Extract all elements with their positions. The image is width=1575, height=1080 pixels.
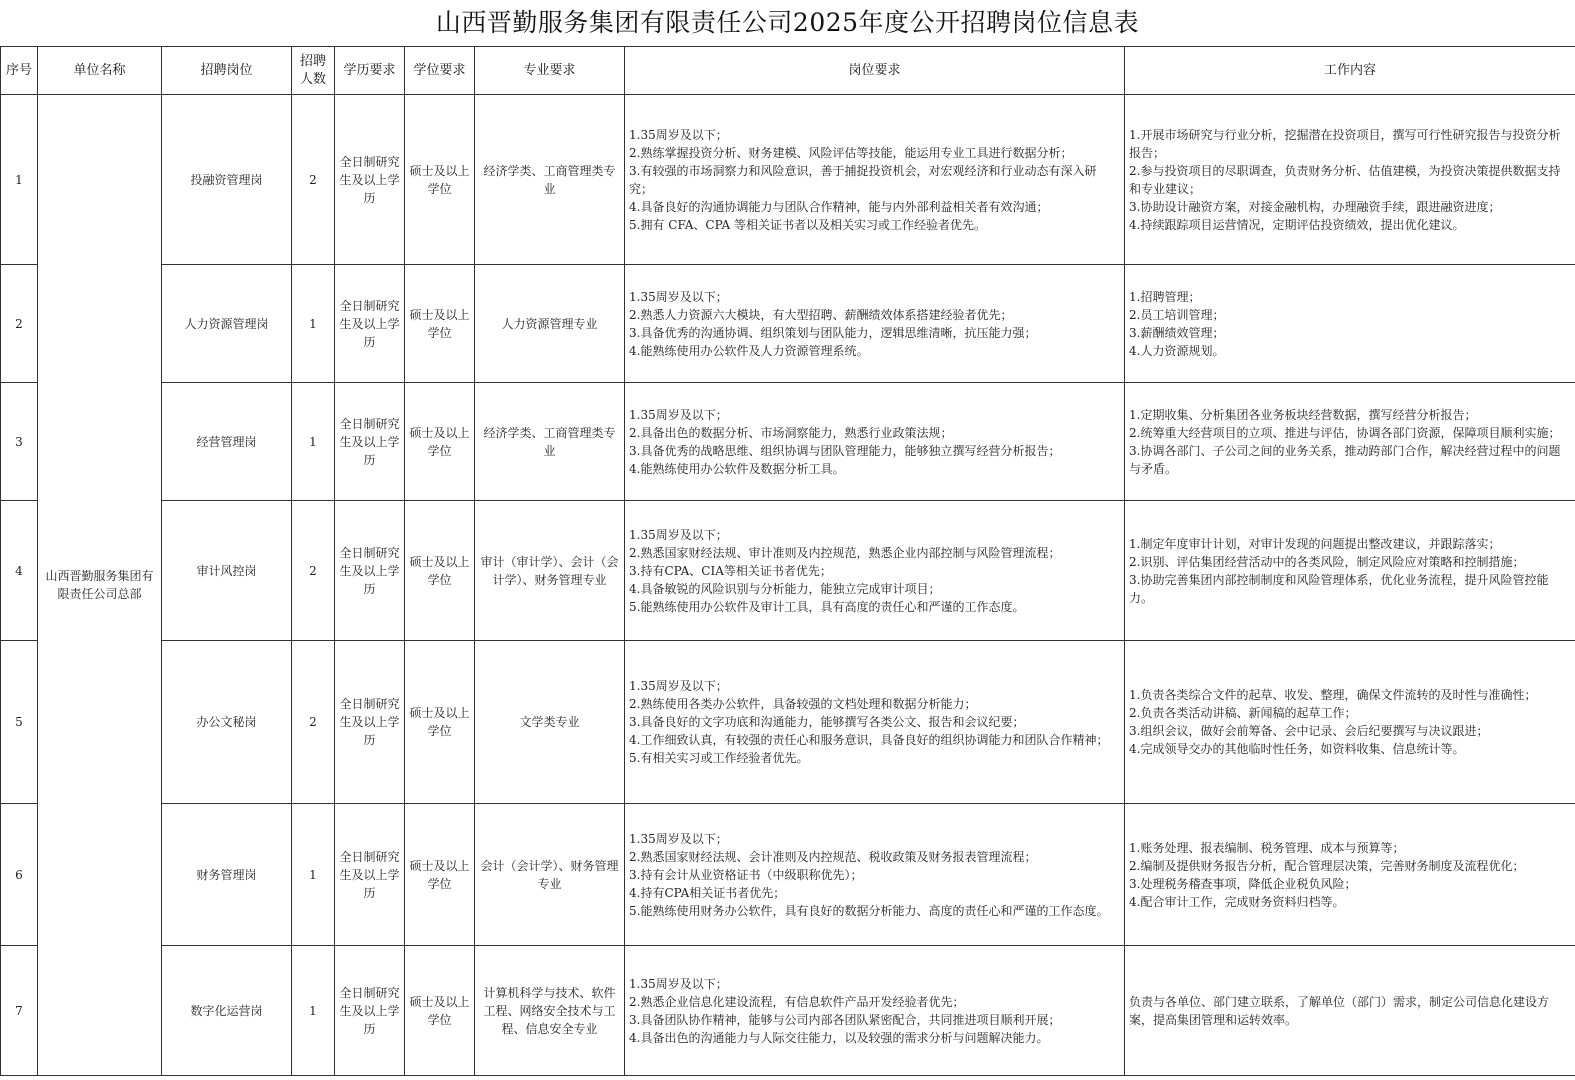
cell-duties-list: [1129, 126, 1571, 234]
list-item: 3.持有会计从业资格证书（中级职称优先）；: [629, 867, 863, 882]
list-item: 4.持续跟踪项目运营情况，定期评估投资绩效，提出优化建议。: [1129, 217, 1465, 232]
list-item: 3.具备团队协作精神，能够与公司内部各团队紧密配合，共同推进项目顺利开展；: [629, 1012, 1061, 1027]
list-item: 5.能熟练使用财务办公软件，具有良好的数据分析能力、高度的责任心和严谨的工作态度。: [629, 903, 1109, 918]
cell-count: 1: [292, 265, 335, 383]
table-row: [1, 804, 1575, 946]
cell-requirements-list: [629, 526, 1120, 616]
cell-duties: [1125, 265, 1575, 383]
cell-count: 1: [292, 383, 335, 501]
cell-duties: [1125, 804, 1575, 946]
cell-duties-list: [1129, 686, 1571, 758]
list-item: 4.能熟练使用办公软件及人力资源管理系统。: [629, 343, 869, 358]
cell-position: 人力资源管理岗: [162, 265, 292, 383]
header-row: [1, 47, 1575, 95]
cell-seq: 3: [1, 383, 38, 501]
list-item: 4.人力资源规划。: [1129, 343, 1225, 358]
list-item: 3.协调各部门、子公司之间的业务关系，推动跨部门合作，解决经营过程中的问题与矛盾。: [1129, 443, 1561, 476]
table-row: [1, 641, 1575, 804]
list-item: 2.参与投资项目的尽职调查，负责财务分析、估值建模，为投资决策提供数据支持和专业建议；: [1129, 163, 1561, 196]
list-item: 2.统筹重大经营项目的立项、推进与评估，协调各部门资源，保障项目顺利实施；: [1129, 425, 1561, 440]
cell-position: 财务管理岗: [162, 804, 292, 946]
recruitment-table: [0, 46, 1575, 1076]
list-item: 5.能熟练使用办公软件及审计工具，具有高度的责任心和严谨的工作态度。: [629, 599, 1025, 614]
list-item: 2.员工培训管理；: [1129, 307, 1225, 322]
cell-degree: 硕士及以上学位: [405, 501, 475, 641]
cell-position: 数字化运营岗: [162, 946, 292, 1076]
list-item: 3.具备良好的文字功底和沟通能力，能够撰写各类公文、报告和会议纪要；: [629, 715, 1025, 729]
list-item: 2.熟练掌握投资分析、财务建模、风险评估等技能，能运用专业工具进行数据分析；: [629, 145, 1073, 160]
cell-duties-list: [1129, 406, 1571, 478]
list-item: 3.协助设计融资方案，对接金融机构，办理融资手续，跟进融资进度；: [1129, 199, 1501, 214]
cell-duties: [1125, 641, 1575, 804]
list-item: 1.35周岁及以下；: [629, 831, 728, 846]
cell-major: 计算机科学与技术、软件工程、网络安全技术与工程、信息安全专业: [475, 946, 625, 1076]
cell-requirements-list: [629, 126, 1120, 234]
list-item: 4.持有CPA相关证书者优先；: [629, 885, 786, 900]
cell-requirements: [625, 383, 1125, 501]
cell-requirements-list: [629, 975, 1120, 1047]
cell-duties-list: [1129, 839, 1571, 911]
list-item: 2.负责各类活动讲稿、新闻稿的起草工作；: [1129, 706, 1357, 720]
cell-major: 审计（审计学）、会计（会计学）、财务管理专业: [475, 501, 625, 641]
cell-count: 1: [292, 804, 335, 946]
cell-seq: 7: [1, 946, 38, 1076]
list-item: 4.具备出色的沟通能力与人际交往能力，以及较强的需求分析与问题解决能力。: [629, 1030, 1049, 1045]
cell-major: 人力资源管理专业: [475, 265, 625, 383]
list-item: 2.编制及提供财务报告分析，配合管理层决策，完善财务制度及流程优化；: [1129, 858, 1525, 873]
list-item: 5.拥有 CFA、CPA 等相关证书者以及相关实习或工作经验者优先。: [629, 217, 987, 232]
list-item: 3.协助完善集团内部控制制度和风险管理体系，优化业务流程，提升风险管控能力。: [1129, 572, 1549, 605]
cell-seq: 6: [1, 804, 38, 946]
cell-duties-list: [1129, 993, 1571, 1029]
list-item: 1.35周岁及以下；: [629, 976, 728, 991]
cell-education: 全日制研究生及以上学历: [335, 804, 405, 946]
cell-major: 文学类专业: [475, 641, 625, 804]
cell-major: 经济学类、工商管理类专业: [475, 95, 625, 265]
cell-degree: 硕士及以上学位: [405, 95, 475, 265]
list-item: 2.识别、评估集团经营活动中的各类风险，制定风险应对策略和控制措施；: [1129, 554, 1525, 569]
header-unit: 单位名称: [38, 47, 162, 95]
list-item: 1.招聘管理；: [1129, 289, 1201, 304]
list-item: 2.熟悉国家财经法规、会计准则及内控规范、税收政策及财务报表管理流程；: [629, 849, 1037, 864]
cell-duties-list: [1129, 535, 1571, 607]
table-row: [1, 265, 1575, 383]
table-row: [1, 95, 1575, 265]
cell-degree: 硕士及以上学位: [405, 946, 475, 1076]
cell-position: 办公文秘岗: [162, 641, 292, 804]
cell-count: 2: [292, 641, 335, 804]
cell-requirements: [625, 946, 1125, 1076]
cell-requirements: [625, 641, 1125, 804]
cell-education: 全日制研究生及以上学历: [335, 265, 405, 383]
cell-requirements-list: [629, 288, 1120, 360]
table-body: [1, 95, 1575, 1076]
cell-unit-name: 山西晋勤服务集团有限责任公司总部: [38, 95, 162, 1076]
list-item: 3.组织会议，做好会前筹备、会中记录、会后纪要撰写与决议跟进；: [1129, 724, 1489, 738]
list-item: 1.35周岁及以下；: [629, 407, 728, 422]
header-education: 学历要求: [335, 47, 405, 95]
list-item: 3.具备优秀的战略思维、组织协调与团队管理能力，能够独立撰写经营分析报告；: [629, 443, 1061, 458]
table-row: [1, 383, 1575, 501]
cell-degree: 硕士及以上学位: [405, 804, 475, 946]
list-item: 4.配合审计工作，完成财务资料归档等。: [1129, 894, 1345, 909]
list-item: 1.35周岁及以下；: [629, 679, 728, 693]
cell-education: 全日制研究生及以上学历: [335, 501, 405, 641]
cell-duties: [1125, 946, 1575, 1076]
list-item: 3.薪酬绩效管理；: [1129, 325, 1225, 340]
cell-position: 投融资管理岗: [162, 95, 292, 265]
list-item: 负责与各单位、部门建立联系，了解单位（部门）需求，制定公司信息化建设方案，提高集团管理和运转效率。: [1129, 994, 1550, 1027]
cell-duties: [1125, 95, 1575, 265]
list-item: 1.35周岁及以下；: [629, 289, 728, 304]
header-major: 专业要求: [475, 47, 625, 95]
list-item: 4.完成领导交办的其他临时性任务，如资料收集、信息统计等。: [1129, 742, 1465, 756]
list-item: 4.工作细致认真，有较强的责任心和服务意识，具备良好的组织协调能力和团队合作精神；: [629, 733, 1109, 747]
header-requirements: 岗位要求: [625, 47, 1125, 95]
list-item: 2.熟悉国家财经法规、审计准则及内控规范，熟悉企业内部控制与风险管理流程；: [629, 545, 1061, 560]
list-item: 2.熟悉人力资源六大模块，有大型招聘、薪酬绩效体系搭建经验者优先；: [629, 307, 1013, 322]
cell-position: 经营管理岗: [162, 383, 292, 501]
cell-requirements: [625, 265, 1125, 383]
list-item: 3.持有CPA、CIA等相关证书者优先；: [629, 563, 832, 578]
list-item: 1.35周岁及以下；: [629, 527, 728, 542]
list-item: 3.有较强的市场洞察力和风险意识，善于捕捉投资机会，对宏观经济和行业动态有深入研究；: [629, 163, 1097, 196]
list-item: 2.熟练使用各类办公软件，具备较强的文档处理和数据分析能力；: [629, 697, 977, 711]
cell-position: 审计风控岗: [162, 501, 292, 641]
table-row: [1, 501, 1575, 641]
cell-count: 1: [292, 946, 335, 1076]
cell-degree: 硕士及以上学位: [405, 383, 475, 501]
header-seq: 序号: [1, 47, 38, 95]
list-item: 1.制定年度审计计划，对审计发现的问题提出整改建议，并跟踪落实；: [1129, 536, 1501, 551]
cell-degree: 硕士及以上学位: [405, 641, 475, 804]
cell-seq: 1: [1, 95, 38, 265]
list-item: 1.负责各类综合文件的起草、收发、整理，确保文件流转的及时性与准确性；: [1129, 688, 1537, 702]
list-item: 2.熟悉企业信息化建设流程，有信息软件产品开发经验者优先；: [629, 994, 965, 1009]
list-item: 3.具备优秀的沟通协调、组织策划与团队能力，逻辑思维清晰，抗压能力强；: [629, 325, 1037, 340]
table-row: [1, 946, 1575, 1076]
cell-requirements: [625, 804, 1125, 946]
cell-education: 全日制研究生及以上学历: [335, 95, 405, 265]
cell-requirements-list: [629, 406, 1120, 478]
cell-seq: 4: [1, 501, 38, 641]
cell-count: 2: [292, 501, 335, 641]
list-item: 4.具备良好的沟通协调能力与团队合作精神，能与内外部利益相关者有效沟通；: [629, 199, 1049, 214]
header-count: 招聘人数: [292, 47, 335, 95]
list-item: 1.定期收集、分析集团各业务板块经营数据，撰写经营分析报告；: [1129, 407, 1477, 422]
list-item: 4.能熟练使用办公软件及数据分析工具。: [629, 461, 845, 476]
page-title: 山西晋勤服务集团有限责任公司2025年度公开招聘岗位信息表: [435, 8, 1140, 37]
cell-requirements-list: [629, 677, 1120, 767]
list-item: 4.具备敏锐的风险识别与分析能力，能独立完成审计项目；: [629, 581, 941, 596]
cell-seq: 5: [1, 641, 38, 804]
cell-requirements: [625, 501, 1125, 641]
cell-duties-list: [1129, 288, 1571, 360]
header-position: 招聘岗位: [162, 47, 292, 95]
cell-seq: 2: [1, 265, 38, 383]
list-item: 3.处理税务稽查事项，降低企业税负风险；: [1129, 876, 1357, 891]
cell-education: 全日制研究生及以上学历: [335, 946, 405, 1076]
header-degree: 学位要求: [405, 47, 475, 95]
cell-requirements: [625, 95, 1125, 265]
cell-duties: [1125, 501, 1575, 641]
cell-major: 会计（会计学）、财务管理专业: [475, 804, 625, 946]
list-item: 2.具备出色的数据分析、市场洞察能力，熟悉行业政策法规；: [629, 425, 953, 440]
list-item: 1.开展市场研究与行业分析，挖掘潜在投资项目，撰写可行性研究报告与投资分析报告；: [1129, 127, 1561, 160]
cell-count: 2: [292, 95, 335, 265]
cell-degree: 硕士及以上学位: [405, 265, 475, 383]
header-duties: 工作内容: [1125, 47, 1575, 95]
list-item: 1.账务处理、报表编制、税务管理、成本与预算等；: [1129, 840, 1405, 855]
cell-duties: [1125, 383, 1575, 501]
cell-requirements-list: [629, 830, 1120, 920]
list-item: 5.有相关实习或工作经验者优先。: [629, 751, 809, 765]
list-item: 1.35周岁及以下；: [629, 127, 728, 142]
cell-major: 经济学类、工商管理类专业: [475, 383, 625, 501]
cell-education: 全日制研究生及以上学历: [335, 383, 405, 501]
cell-education: 全日制研究生及以上学历: [335, 641, 405, 804]
